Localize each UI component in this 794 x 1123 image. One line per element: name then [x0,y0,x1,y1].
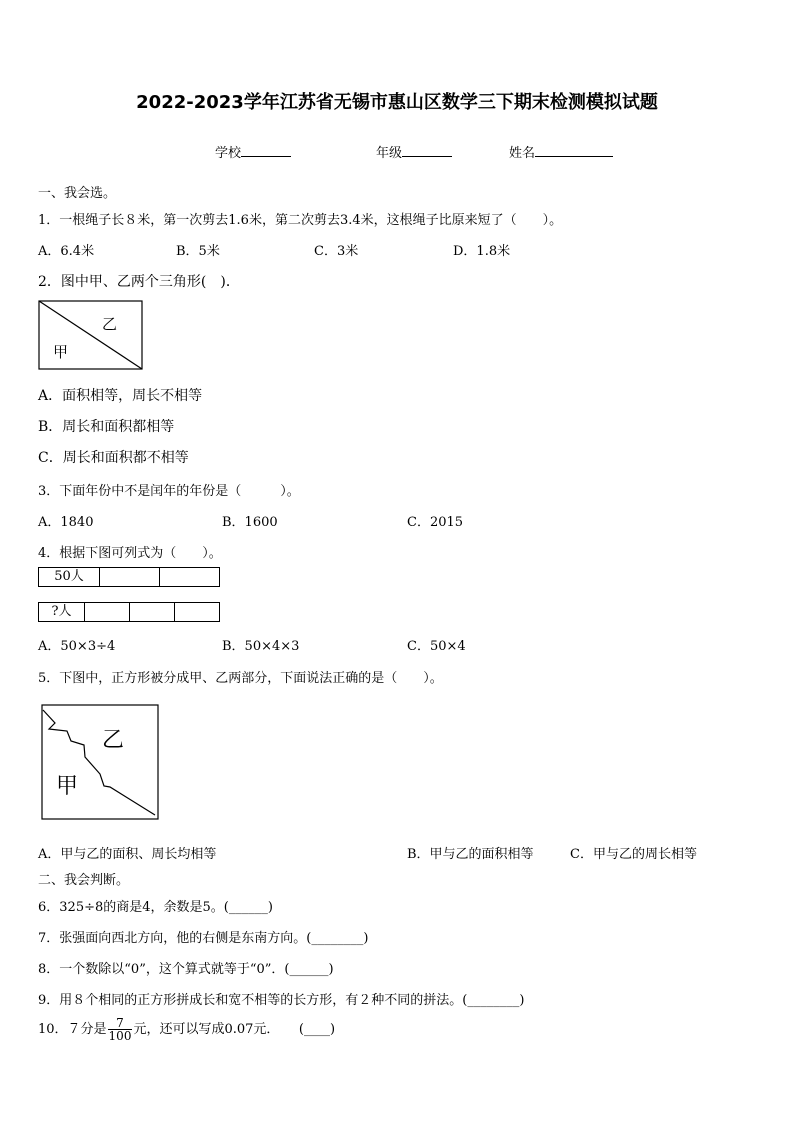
q4-bar-top-cell [159,568,219,586]
q5-zigzag-divider [43,710,155,815]
q4-bar-bottom-cell [174,603,219,621]
q4-bar-bottom-cell [39,603,84,621]
question-9: 9．用８个相同的正方形拼成长和宽不相等的长方形，有２种不同的拼法。(________) [38,993,525,1008]
school-label: 学校 [215,146,242,161]
q5-option-a: A．甲与乙的面积、周长均相等 [38,847,217,862]
q3-option-a: A．1840 [38,515,94,530]
q5-label-yi: 乙 [102,728,125,753]
q1-option-c: C．3米 [314,244,359,259]
q4-bar-top-cell [39,568,99,586]
q10-fraction-numerator: 7 [108,1017,133,1030]
q5-option-c: C．甲与乙的周长相等 [570,847,697,862]
grade-field [376,142,452,161]
q10-text-before: 10．７分是 [38,1022,107,1037]
page-title: 2022-2023学年江苏省无锡市惠山区数学三下期末检测模拟试题 [136,92,658,113]
name-field [509,142,613,161]
q3-option-b: B．1600 [222,515,278,530]
q10-fraction-denominator: 100 [108,1029,132,1043]
question-5: 5．下图中，正方形被分成甲、乙两部分，下面说法正确的是（ ）。 [38,671,443,686]
question-7: 7．张强面向西北方向，他的右侧是东南方向。(________) [38,931,369,946]
q2-label-yi: 乙 [102,315,118,333]
question-8: 8．一个数除以“0”，这个算式就等于“0”．(______) [38,962,334,977]
name-label: 姓名 [509,146,536,161]
q5-square [42,705,158,819]
q4-bar-bottom-label: ?人 [51,604,72,619]
q3-option-c: C．2015 [407,515,464,530]
q2-option-c: C．周长和面积都不相等 [38,450,189,466]
name-blank [535,142,613,157]
q4-bar-top-label: 50人 [54,569,84,584]
grade-label: 年级 [376,146,403,161]
q10-fraction [108,1017,133,1042]
q2-label-jia: 甲 [53,343,69,361]
q4-option-a: A．50×3÷4 [38,639,116,654]
q5-option-b: B．甲与乙的面积相等 [407,847,534,862]
school-field [215,142,291,161]
q2-triangles-figure [38,300,144,372]
q2-option-a: A．面积相等，周长不相等 [38,388,203,404]
question-3: 3．下面年份中不是闰年的年份是（ ）。 [38,484,300,499]
question-2: 2．图中甲、乙两个三角形( )． [38,274,240,290]
q1-option-a: A．6.4米 [38,244,95,259]
question-4: 4．根据下图可列式为（ ）。 [38,546,222,561]
q4-option-b: B．50×4×3 [222,639,300,654]
grade-blank [402,142,452,157]
question-1: 1．一根绳子长８米，第一次剪去1.6米，第二次剪去3.4米，这根绳子比原来短了（ ）。 [38,213,563,228]
question-10 [38,1017,335,1042]
q2-option-b: B．周长和面积都相等 [38,419,175,435]
q4-bar-bottom-cell [84,603,129,621]
q4-bar-bottom-cell [129,603,174,621]
q5-square-figure [40,703,162,821]
q1-option-b: B．5米 [176,244,220,259]
school-blank [241,142,291,157]
section-heading-choice: 一、我会选。 [38,186,117,201]
q4-option-c: C．50×4 [407,639,466,654]
q4-bar-top-cell [99,568,159,586]
q5-label-jia: 甲 [56,774,79,799]
section-heading-judge: 二、我会判断。 [38,873,130,888]
q4-bar-bottom [38,602,220,622]
question-6: 6．325÷8的商是4，余数是5。(______) [38,900,273,915]
q4-bar-top [38,567,220,587]
q10-text-after: 元，还可以写成0.07元． (____) [133,1022,336,1037]
q1-option-d: D．1.8米 [453,244,511,259]
